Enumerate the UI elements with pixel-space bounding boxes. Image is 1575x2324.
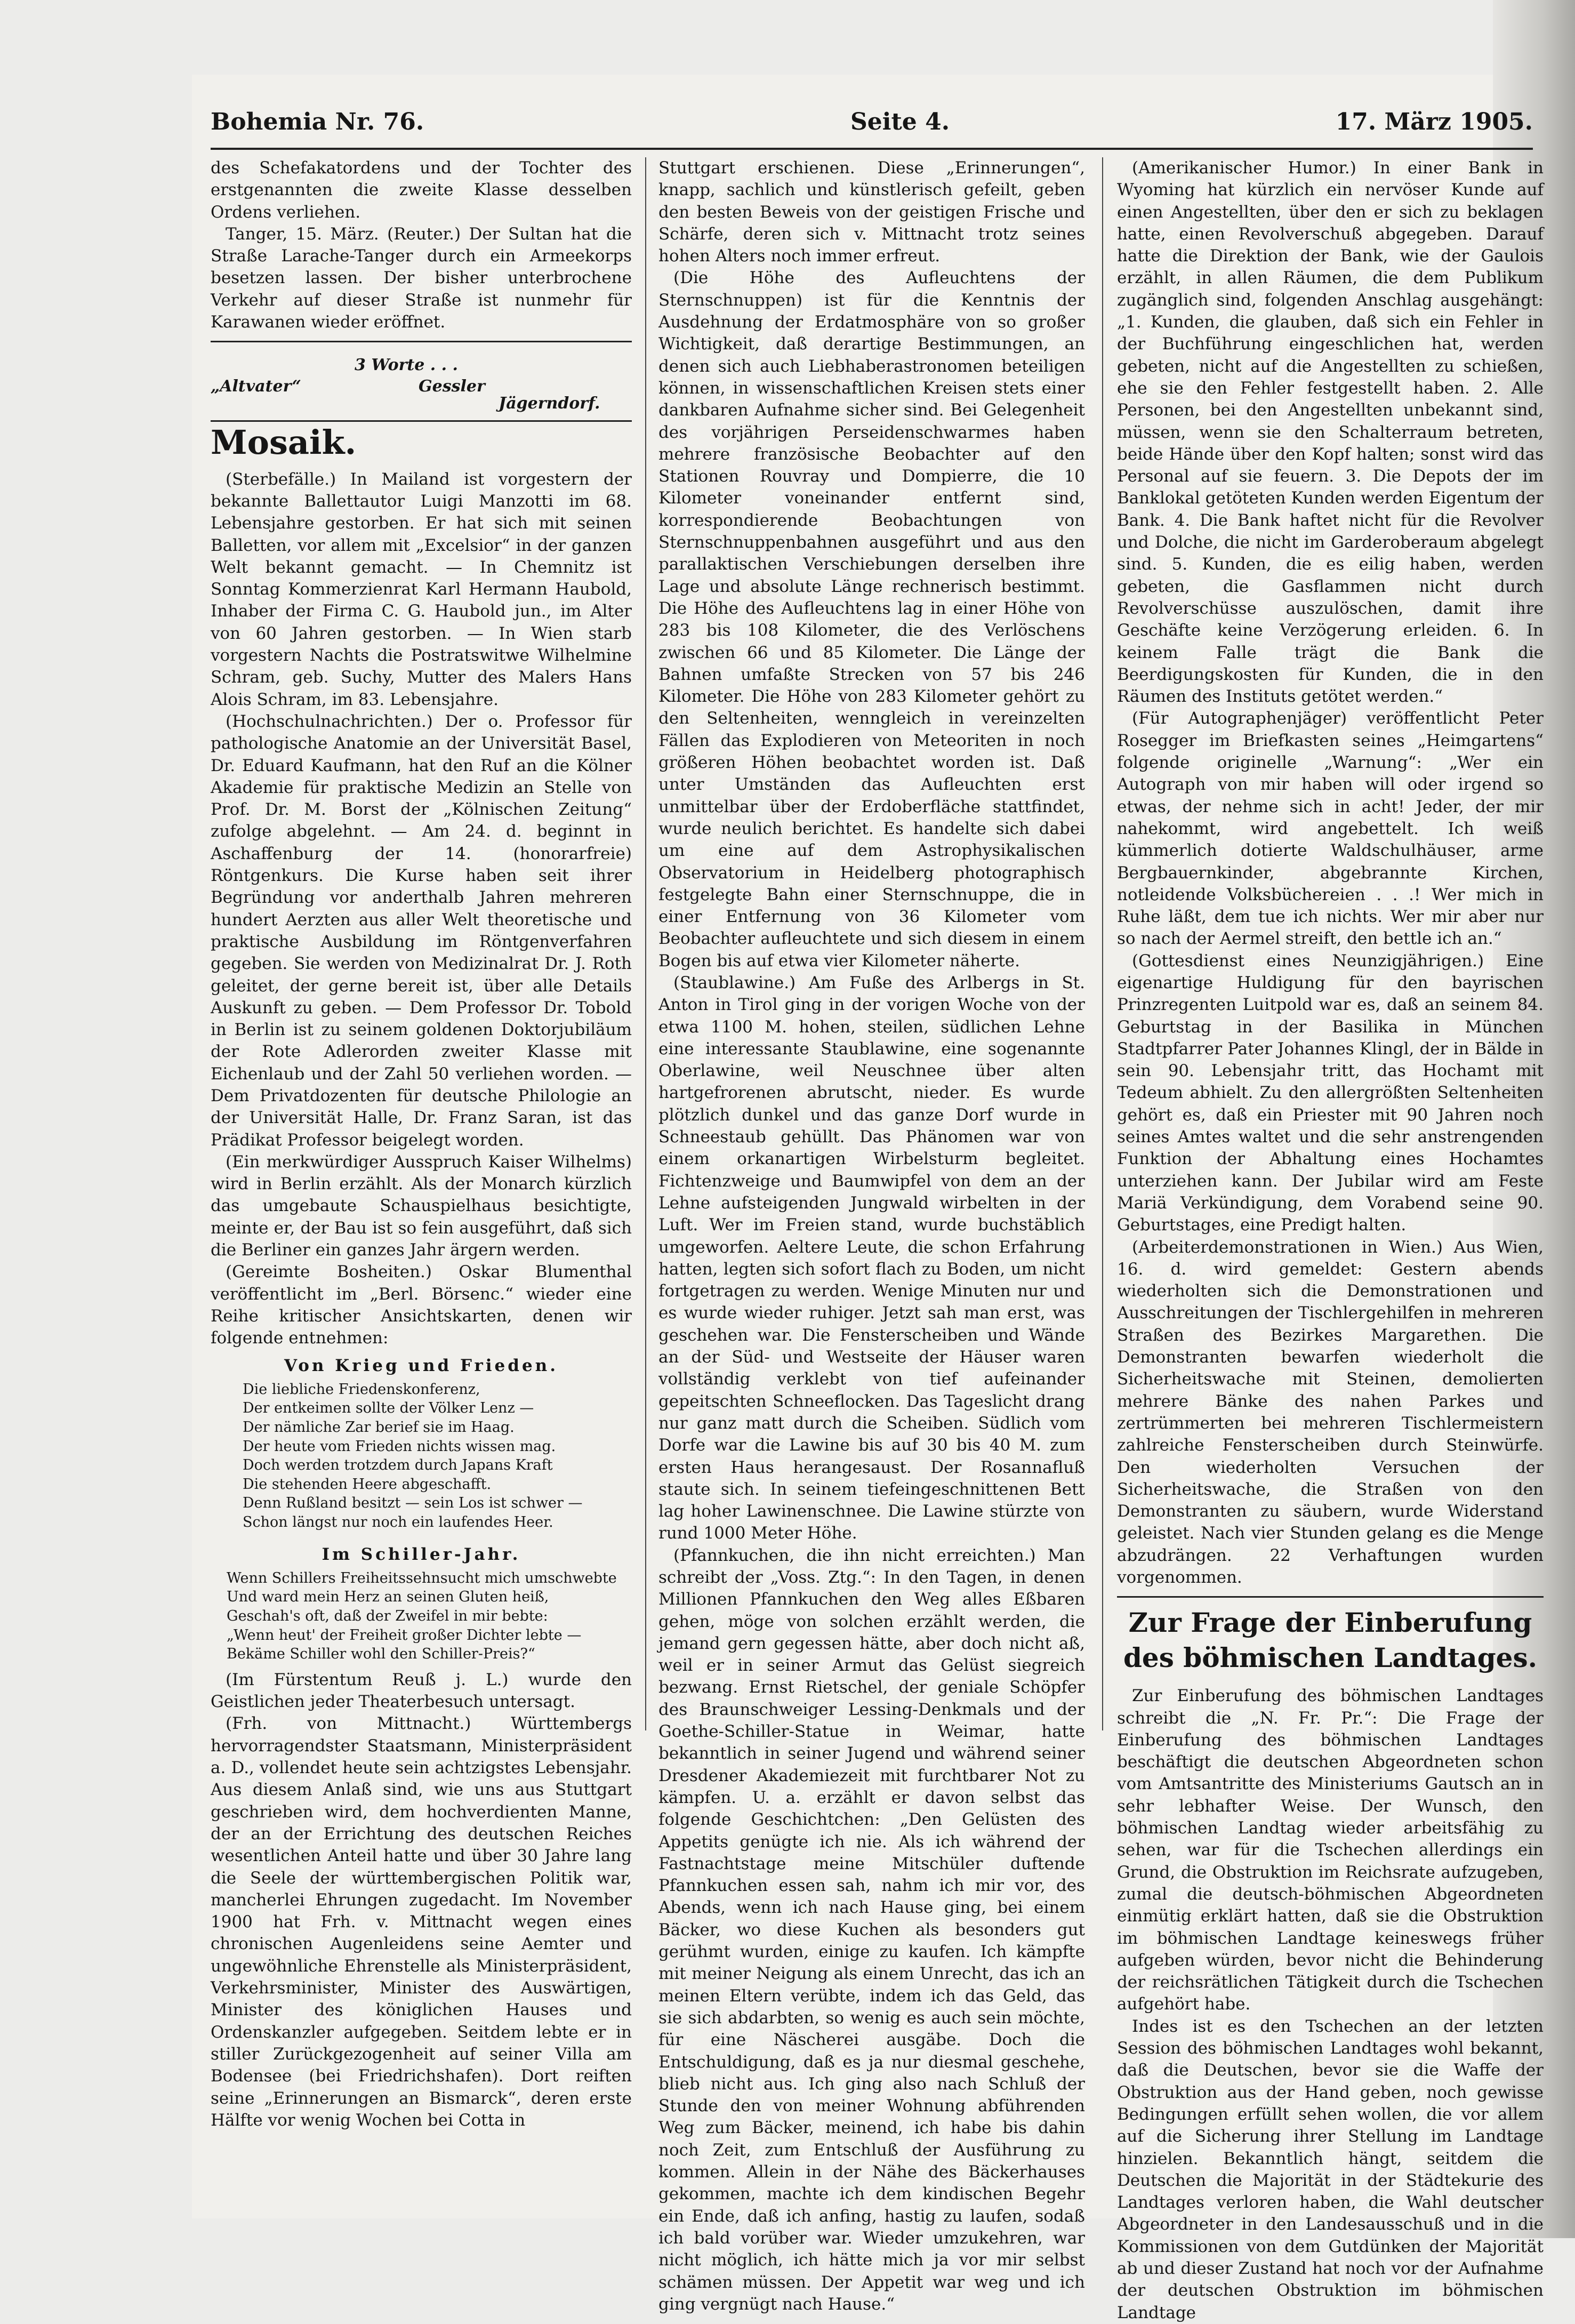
column-1 <box>211 157 632 2194</box>
news-mittnacht: (Frh. von Mittnacht.) Württembergs hervorragendster Staatsmann, Ministerpräsident a. D., vollendet heute sein achtzigstes Lebensjahr. Aus diesem Anlaß sind, wie uns aus Stuttgart geschrieben wird, dem hochverdienten Manne, der an der Errichtung des deutschen Reiches wesentlichen Anteil hatte und über 30 Jahre lang die Seele der württembergischen Politik war, mancherlei Ehrungen zugedacht. Im November 1900 hat Frh. v. Mittnacht wegen eines chronischen Augenleidens seine Aemter und ungewöhnliche Ehrenstelle als Ministerpräsident, Verkehrsminister, Minister des Auswärtigen, Minister des königlichen Hauses und Ordenskanzler aufgegeben. Seitdem lebte er in stiller Zurückgezogenheit auf seiner Villa am Bodensee (bei Friedrichshafen). Dort reiften seine „Erinnerungen an Bismarck“, deren erste Hälfte vor wenig Wochen bei Cotta in <box>211 1714 632 2130</box>
poem-line: Und ward mein Herz an seinen Gluten heiß, <box>227 1589 549 1606</box>
poem-line: Geschah's oft, daß der Zweifel in mir bebte: <box>227 1608 548 1625</box>
separator-rule <box>1117 1596 1544 1598</box>
news-sterbefaelle: (Sterbefälle.) In Mailand ist vorgestern der bekannte Ballettautor Luigi Manzotti im 68. Lebensjahre gestorben. Er hat sich mit seinen Balletten, vor allem mit „Excelsior“ in der ganzen Welt bekannt gemacht. — In Chemnitz ist Sonntag Kommerzienrat Karl Hermann Haubold, Inhaber der Firma C. G. Haubold jun., im Alter von 60 Jahren gestorben. — In Wien starb vorgestern Nachts die Postratswitwe Wilhelmine Schram, geb. Suchy, Mutter des Malers Hans Alois Schram, im 83. Lebensjahre. <box>211 469 632 709</box>
news-ausspruch: (Ein merkwürdiger Ausspruch Kaiser Wilhelms) wird in Berlin erzählt. Als der Monarch kürzlich das umgebaute Schauspielhaus besichtigte, meinte er, der Bau ist so fein ausgeführt, daß sich die Berliner ein ganzes Jahr ärgern werden. <box>211 1152 632 1260</box>
news-staublawine: (Staublawine.) Am Fuße des Arlbergs in St. Anton in Tirol ging in der vorigen Woche von der etwa 1100 M. hohen, steilen, südlichen Lehne eine interessante Staublawine, eine sogenannte Oberlawine, weil Neuschnee über alten hartgefrorenen abrutscht, nieder. Es wurde plötzlich dunkel und das ganze Dorf wurde in Schneestaub gehüllt. Das Phänomen war von einem orkanartigen Wirbelsturm begleitet. Fichtenzweige und Baumwipfel von dem an der Lehne aufsteigenden Jungwald wirbelten in der Luft. Wer im Freien stand, wurde buchstäblich umgeworfen. Aeltere Leute, die schon Erfahrung hatten, legten sich sofort flach zu Boden, um nicht fortgetragen zu werden. Wenige Minuten nur und es wurde wieder ruhiger. Jetzt sah man erst, was geschehen war. Die Fensterscheiben und Wände an der Süd- und Westseite der Häuser waren vollständig verklebt von tief aufeinander gepeitschten Schneeflocken. Das Tageslicht drang nur ganz matt durch die Scheiben. Südlich vom Dorfe war die Lawine bis auf 30 bis 40 M. zum ersten Haus herangesaust. Der Rosannafluß staute sich. In seinem tiefeingeschnittenen Bett lag hoher Lawinenschnee. Die Lawine stürzte von rund 1000 Meter Höhe. <box>658 973 1085 1543</box>
poem <box>211 1569 632 1664</box>
news-hochschul: (Hochschulnachrichten.) Der o. Professor für pathologische Anatomie an der Universität Basel, Dr. Eduard Kaufmann, hat den Ruf an die Kölner Akademie für praktische Medizin an Stelle von Prof. Dr. M. Borst der „Kölnischen Zeitung“ zufolge abgelehnt. — Am 24. d. beginnt in Aschaffenburg der 14. (honorarfreie) Röntgenkurs. Die Kurse haben seit ihrer Begründung vor anderthalb Jahren mehreren hundert Aerzten aus aller Welt theoretische und praktische Ausbildung im Röntgenverfahren gegeben. Sie werden von Medizinalrat Dr. J. Roth geleitet, der gerne bereit ist, über alle Details Auskunft zu geben. — Dem Professor Dr. Tobold in Berlin ist zu seinem goldenen Doktorjubiläum der Rote Adlerorden zweiter Klasse mit Eichenlaub und der Zahl 50 verliehen worden. — Dem Privatdozenten für deutsche Philologie an der Universität Halle, Dr. Franz Saran, ist das Prädikat Professor beigelegt worden. <box>211 711 632 1150</box>
running-header <box>211 104 1533 141</box>
issue-label: Bohemia Nr. 76. <box>211 108 424 135</box>
separator-rule <box>211 341 632 342</box>
column-3 <box>1117 157 1544 2322</box>
advertisement <box>211 350 632 413</box>
column-divider <box>1102 157 1103 1730</box>
news-tanger: Tanger, 15. März. (Reuter.) Der Sultan hat die Straße Larache-Tanger durch ein Armeekorps besetzen lassen. Der bisher unterbrochene Verkehr auf dieser Straße ist nunmehr für Karawanen wieder eröffnet. <box>211 224 632 332</box>
news-pfannkuchen: (Pfannkuchen, die ihn nicht erreichten.) Man schreibt der „Voss. Ztg.“: In den Tagen, in denen Millionen Pfannkuchen den Weg alles Eßbaren gehen, möge von solchen erzählt werden, die jemand gern gegessen hätte, aber doch nicht aß, weil er in seiner Armut das Gelüst siegreich bezwang. Ernst Rietschel, der geniale Schöpfer des Braunschweiger Lessing-Denkmals und der Goethe-Schiller-Statue in Weimar, hatte bekanntlich in seiner Jugend und während seiner Dresdener Akademiezeit mit furchtbarer Not zu kämpfen. U. a. erzählt er davon selbst das folgende Geschichtchen: „Den Gelüsten des Appetits genügte ich nie. Als ich während der Fastnachtstage meine Mitschüler duftende Pfannkuchen essen sah, nahm ich mir vor, des Abends, wenn ich nach Hause ging, bei einem Bäcker, wo diese Kuchen als besonders gut gerühmt wurden, einige zu kaufen. Ich kämpfte mit meiner Neigung als einem Unrecht, das ich an meinen Eltern verübte, indem ich das Geld, das sie sich abdarbten, so wenig es auch sein möchte, für eine Näscherei ausgäbe. Doch die Entschuldigung, daß es ja nur diesmal geschehe, blieb nicht aus. Ich ging also nach Schluß der Stunde den von meiner Wohnung abführenden Weg zum Bäcker, meinend, ich habe bis dahin noch Zeit, zum Entschluß der Ausführung zu kommen. Allein in der Nähe des Bäckerhauses gekommen, machte ich dem kindischen Begehr ein Ende, daß ich anfing, hastig zu laufen, sodaß ich bald vorüber war. Wieder umzukehren, war nicht möglich, ich hätte mich ja vor mir selbst schämen müssen. Der Appetit war weg und ich ging vergnügt nach Hause.“ <box>658 1545 1085 2314</box>
ad-line: 3 Worte . . . <box>355 356 458 375</box>
article-continuation: Stuttgart erschienen. Diese „Erinnerungen“, knapp, sachlich und künstlerisch gefeilt, geben den besten Beweis von der geistigen Frische und Schärfe, deren sich v. Mittnacht trotz seines hohen Alters noch immer erfreut. <box>658 158 1085 266</box>
poem-line: Doch werden trotzdem durch Japans Kraft <box>243 1457 553 1474</box>
separator-rule <box>211 420 632 422</box>
poem-line: Der entkeimen sollte der Völker Lenz — <box>243 1400 534 1417</box>
news-gottesdienst: (Gottesdienst eines Neunzigjährigen.) Eine eigenartige Huldigung für den bayrischen Prinzregenten Luitpold war es, daß an seinem 84. Geburtstag in der Basilika in München Stadtpfarrer Pater Johannes Klingl, der in Bälde in sein 90. Lebensjahr tritt, das Hochamt mit Tedeum abhielt. Zu den allergrößten Seltenheiten gehört es, daß ein Priester mit 90 Jahren noch seines Amtes waltet und die sehr anstrengenden Funktion der Abhaltung eines Hochamtes unterziehen kann. Der Jubilar wird am Feste Mariä Verkündigung, dem Vorabend seine 90. Geburtstages, eine Predigt halten. <box>1117 951 1544 1235</box>
ad-line: „Altvater“ <box>211 377 301 396</box>
poem-title: Im Schiller-Jahr. <box>322 1544 521 1564</box>
article-paragraph: Indes ist es den Tschechen an der letzten Session des böhmischen Landtages wohl bekannt, daß die Deutschen, bevor sie die Waffe der Obstruktion aus der Hand geben, noch gewisse Bedingungen erfüllt sehen wollen, die vor allem auf die Sicherung ihrer Stellung im Landtage hinzielen. Bekanntlich hängt, seitdem die Deutschen die Majorität in der Städtekurie des Landtages verloren haben, die Wahl deutscher Abgeordneter in den Landesausschuß und in die Kommissionen von dem Gutdünken der Majorität ab und dieser Zustand hat noch vor der Aufnahme der deutschen Obstruktion im böhmischen Landtage <box>1117 2016 1544 2322</box>
issue-date: 17. März 1905. <box>1335 108 1533 135</box>
news-humor: (Amerikanischer Humor.) In einer Bank in Wyoming hat kürzlich ein nervöser Kunde auf einen Angestellten, über den er sich zu beklagen hatte, einen Revolverschuß abgegeben. Darauf hatte die Direktion der Bank, wie der Gaulois erzählt, in allen Räumen, die dem Publikum zugänglich sind, folgenden Anschlag ausgehängt: „1. Kunden, die glauben, daß sich ein Fehler in der Buchführung eingeschlichen hat, werden gebeten, nicht auf die Angestellten zu schießen, ehe sie den Fehler festgestellt haben. 2. Alle Personen, bei den Angestellten unbekannt sind, müssen, wenn sie den Schalterraum betreten, beide Hände über den Kopf halten; sonst wird das Personal auf sie feuern. 3. Die Depots der im Banklokal getöteten Kunden werden Eigentum der Bank. 4. Die Bank haftet nicht für die Revolver und Dolche, die nicht im Garderoberaum abgelegt sind. 5. Kunden, die es eilig haben, werden gebeten, die Gasflammen nicht durch Revolverschüsse auszulöschen, damit ihre Geschäfte keine Verzögerung erleiden. 6. In keinem Falle trägt die Bank die Beerdigungskosten für Kunden, die in den Räumen des Instituts getötet werden.“ <box>1117 158 1544 707</box>
column-2 <box>658 157 1085 2314</box>
news-reuss: (Im Fürstentum Reuß j. L.) wurde den Geistlichen jeder Theaterbesuch untersagt. <box>211 1670 632 1712</box>
news-autographen: (Für Autographenjäger) veröffentlicht Peter Rosegger im Briefkasten seines „Heimgartens“ folgende originelle „Warnung“: „Wer ein Autograph von mir haben will oder irgend so etwas, der nehme sich in acht! Jeder, der mir nahekommt, wird angebettelt. Ich weiß kümmerlich dotierte Waldschulhäuser, arme Bergbauernkinder, abgebrannte Kirchen, notleidende Volksbüchereien . . .! Wer mich in Ruhe läßt, dem tue ich nichts. Wer mir aber nur so nach der Aermel streift, den bettle ich an.“ <box>1117 709 1544 949</box>
article-paragraph: Zur Einberufung des böhmischen Landtages schreibt die „N. Fr. Pr.“: Die Frage der Einberufung des böhmischen Landtages beschäftigt die deutschen Abgeordneten schon vom Amtsantritte des Ministeriums Gautsch an in sehr lebhafter Weise. Der Wunsch, den böhmischen Landtag wieder arbeitsfähig zu sehen, war für die Tschechen allerdings ein Grund, die Obstruktion im Reichsrate aufzugeben, zumal die deutsch-böhmischen Abgeordneten einmütig erklärt hatten, daß sie die Obstruktion im böhmischen Landtage keineswegs früher aufgeben würden, bevor nicht die Behinderung der reichsrätlichen Tätigkeit durch die Tschechen aufgehört habe. <box>1117 1686 1544 2014</box>
news-arbeiter: (Arbeiterdemonstrationen in Wien.) Aus Wien, 16. d. wird gemeldet: Gestern abends wiederholten sich die Demonstrationen und Ausschreitungen der Tischlergehilfen in mehreren Straßen des Bezirkes Margarethen. Die Demonstranten bewarfen wiederholt die Sicherheitswache mit Steinen, demolierten mehrere Bänke des nahen Parkes und zertrümmerten bei mehreren Tischlermeistern zahlreiche Fensterscheiben durch Steinwürfe. Den wiederholten Versuchen der Sicherheitswache, die Straßen von den Demonstranten zu säubern, wurde Widerstand geleistet. Nach vier Stunden gelang es die Menge abzudrängen. 22 Verhaftungen wurden vorgenommen. <box>1117 1237 1544 1587</box>
news-sternschnuppen: (Die Höhe des Aufleuchtens der Sternschnuppen) ist für die Kenntnis der Ausdehnung der Erdatmosphäre von so großer Wichtigkeit, daß derartige Bestimmungen, an denen sich auch Liebhaberastronomen beteiligen können, in wissenschaftlichen Kreisen stets einer dankbaren Aufnahme sicher sind. Bei Gelegenheit des vorjährigen Perseidenschwarmes haben mehrere französische Beobachter auf den Stationen Rouvray und Dompierre, die 10 Kilometer voneinander entfernt sind, korrespondierende Beobachtungen von Sternschnuppenbahnen ausgeführt und aus den parallaktischen Verschiebungen derselben ihre Lage und absolute Länge rechnerisch bestimmt. Die Höhe des Aufleuchtens lag in einer Höhe von 283 bis 108 Kilometer, die des Verlöschens zwischen 66 und 85 Kilometer. Die Länge der Bahnen umfaßte Strecken von 57 bis 246 Kilometer. Die Höhe von 283 Kilometer gehört zu den Seltenheiten, wenngleich in vereinzelten Fällen das Explodieren von Meteoriten in noch größeren Höhen beobachtet worden ist. Daß unter Umständen das Aufleuchten erst unmittelbar über der Erdoberfläche stattfindet, wurde neulich berichtet. Es handelte sich dabei um eine auf dem Astrophysikalischen Observatorium in Heidelberg photographisch festgelegte Bahn einer Sternschnuppe, die in einer Entfernung von 36 Kilometer vom Beobachter aufleuchtete und sich diesem in einem Bogen bis auf etwa vier Kilometer näherte. <box>658 268 1085 971</box>
newspaper-page <box>211 104 1554 2322</box>
poem-line: Schon längst nur noch ein laufendes Heer. <box>243 1514 553 1530</box>
poem-title: Von Krieg und Frieden. <box>284 1356 559 1375</box>
poem-line: Der nämliche Zar berief sie im Haag. <box>243 1419 515 1436</box>
article-headline: Zur Frage der Einberufung des böhmischen Landtages. <box>1123 1607 1538 1674</box>
column-divider <box>645 157 646 1730</box>
poem-line: Denn Rußland besitzt — sein Los ist schwer — <box>243 1495 583 1512</box>
poem-line: Bekäme Schiller wohl den Schiller-Preis?“ <box>227 1646 535 1663</box>
poem-line: Die liebliche Friedenskonferenz, <box>243 1381 480 1398</box>
article-continuation: des Schefakatordens und der Tochter des erstgenannten die zweite Klasse desselben Ordens verliehen. <box>211 158 632 222</box>
poem-line: Der heute vom Frieden nichts wissen mag. <box>243 1438 556 1455</box>
poem-line: Die stehenden Heere abgeschafft. <box>243 1476 492 1493</box>
header-rule <box>211 148 1533 150</box>
poem-line: Wenn Schillers Freiheitssehnsucht mich umschwebte <box>227 1569 617 1586</box>
ad-line: Gessler <box>419 377 485 396</box>
section-title: Mosaik. <box>211 423 357 462</box>
news-bosheiten: (Gereimte Bosheiten.) Oskar Blumenthal veröffentlicht im „Berl. Börsenc.“ wieder eine Reihe kritischer Ansichtskarten, denen wir folgende entnehmen: <box>211 1262 632 1348</box>
poem-line: „Wenn heut' der Freiheit großer Dichter lebte — <box>227 1626 582 1644</box>
page-number: Seite 4. <box>850 108 950 135</box>
ad-line: Jägerndorf. <box>499 394 600 413</box>
poem <box>211 1380 632 1532</box>
